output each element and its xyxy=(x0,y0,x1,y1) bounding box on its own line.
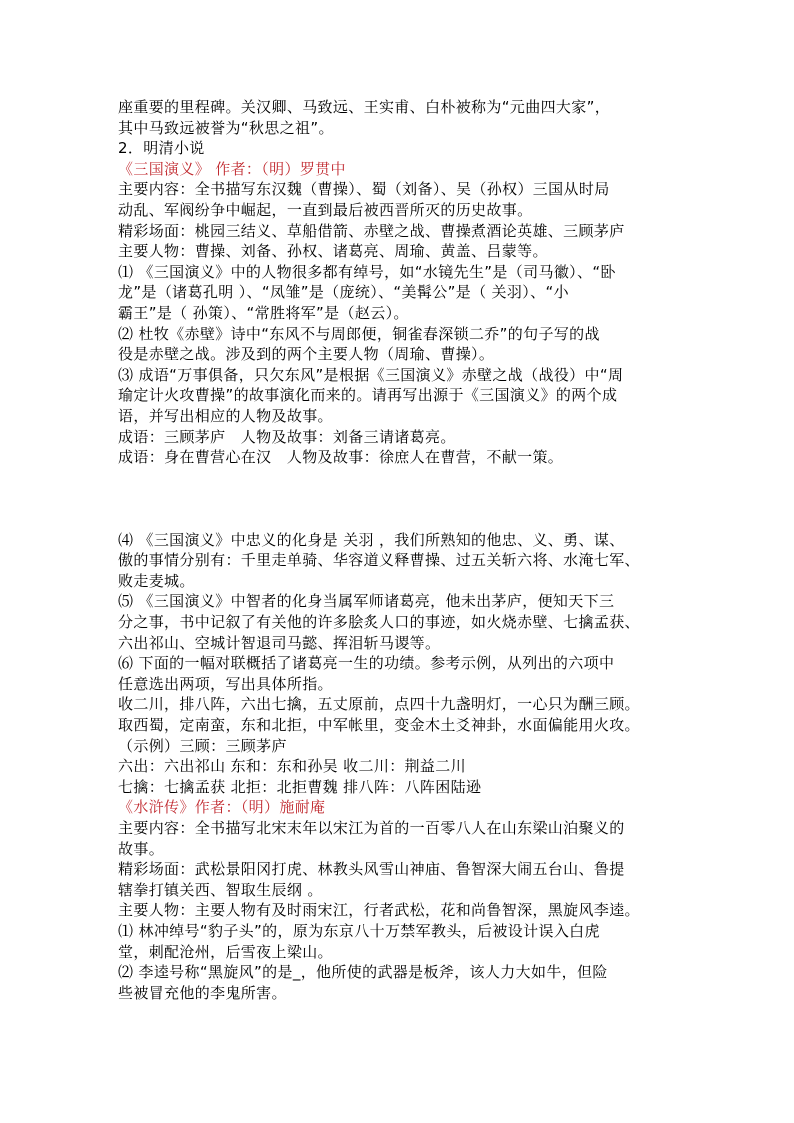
text-line: 故事。 xyxy=(118,839,165,858)
text-line: 六出：六出祁山 东和：东和孙吴 收二川：荆益二川 xyxy=(118,757,466,776)
text-line: 堂，刺配沧州，后雪夜上梁山。 xyxy=(118,942,333,961)
text-line: ⑸ 《三国演义》中智者的化身当属军师诸葛亮，他未出茅庐，便知天下三 xyxy=(118,592,615,611)
text-line: 座重要的里程碑。关汉卿、马致远、王实甫、白朴被称为“元曲四大家”， xyxy=(118,98,611,116)
text-line: 主要内容：全书描写东汉魏（曹操）、蜀（刘备）、吴（孙权）三国从时局 xyxy=(118,180,610,199)
text-line: （示例）三顾：三顾茅庐 xyxy=(118,736,287,755)
text-line: ⑷ 《三国演义》中忠义的化身是 关羽 ，我们所熟知的他忠、义、勇、谋、 xyxy=(118,530,625,549)
text-line: 主要内容：全书描写北宋末年以宋江为首的一百零八人在山东梁山泊聚义的 xyxy=(118,819,625,837)
text-line: 些被冒充他的李鬼所害。 xyxy=(118,983,287,1002)
text-line: 2．明清小说 xyxy=(118,139,205,158)
text-line: 成语：身在曹营心在汉 人物及故事：徐庶人在曹营，不献一策。 xyxy=(118,448,564,467)
text-line: 败走麦城。 xyxy=(118,571,195,590)
text-block-1 xyxy=(118,97,688,468)
text-line: 收二川，排八阵，六出七擒，五丈原前，点四十九盏明灯，一心只为酬三顾。 xyxy=(118,695,640,714)
text-line: 分之事，书中记叙了有关他的许多脍炙人口的事迹，如火烧赤壁、七擒孟获、 xyxy=(118,613,640,632)
text-line: 龙”是（诸葛孔明 ）、“凤雏”是（庞统）、“美髯公”是（ 关羽）、“小 xyxy=(118,283,569,302)
text-line: 傲的事情分别有：千里走单骑、华容道义释曹操、过五关斩六将、水淹七军、 xyxy=(118,551,640,570)
text-line: 动乱、军阀纷争中崛起，一直到最后被西晋所灭的历史故事。 xyxy=(118,200,533,219)
text-line: ⑵ 李逵号称“黑旋风”的是_，他所使的武器是板斧，该人力大如牛，但险 xyxy=(118,963,608,982)
text-line: 任意选出两项，写出具体所指。 xyxy=(118,674,333,693)
text-line: 辖拳打镇关西、智取生辰纲 。 xyxy=(118,880,323,899)
text-line: 役是赤壁之战。涉及到的两个主要人物（周瑜、曹操）。 xyxy=(118,345,495,364)
text-line: 成语：三顾茅庐 人物及故事：刘备三请诸葛亮。 xyxy=(118,427,456,446)
text-line: ⑶ 成语“万事俱备，只欠东风”是根据《三国演义》赤壁之战（战役）中“周 xyxy=(118,365,624,384)
text-line: ⑴ 林冲绰号“豹子头”的，原为东京八十万禁军教头，后被设计误入白虎 xyxy=(118,921,600,940)
text-line: ⑹ 下面的一幅对联概括了诸葛亮一生的功绩。参考示例，从列出的六项中 xyxy=(118,654,615,673)
document-page xyxy=(118,97,688,1003)
text-line: 其中马致远被誉为“秋思之祖”。 xyxy=(118,118,334,137)
text-line: ⑵ 杜牧《赤壁》诗中“东风不与周郎便，铜雀春深锁二乔”的句子写的战 xyxy=(118,324,600,343)
text-line: 精彩场面：桃园三结义、草船借箭、赤壁之战、曹操煮酒论英雄、三顾茅庐 xyxy=(118,221,625,240)
book-heading-line: 《三国演义》 作者：（明）罗贯中 xyxy=(118,159,346,178)
text-line: 六出祁山、空城计智退司马懿、挥泪斩马谡等。 xyxy=(118,633,441,652)
blank-gap xyxy=(118,468,688,530)
book-heading-line: 《水浒传》作者：（明）施耐庵 xyxy=(118,798,326,817)
text-line: 取西蜀，定南蛮，东和北拒，中军帐里，变金木土爻神卦，水面偏能用火攻。 xyxy=(118,716,640,735)
text-line: 主要人物：主要人物有及时雨宋江，行者武松，花和尚鲁智深，黑旋风李逵。 xyxy=(118,901,640,920)
text-line: ⑴ 《三国演义》中的人物很多都有绰号，如“水镜先生”是（司马徽）、“卧 xyxy=(118,262,616,281)
text-line: 霸王”是（ 孙策）、“常胜将军”是（赵云）。 xyxy=(118,303,409,322)
text-line: 瑜定计火攻曹操”的故事演化而来的。请再写出源于《三国演义》的两个成 xyxy=(118,386,618,405)
text-line: 语，并写出相应的人物及故事。 xyxy=(118,406,333,425)
text-line: 主要人物：曹操、刘备、孙权、诸葛亮、周瑜、黄盖、吕蒙等。 xyxy=(118,242,548,261)
text-line: 七擒：七擒孟获 北拒：北拒曹魏 排八阵：八阵困陆逊 xyxy=(118,777,482,796)
text-line: 精彩场面：武松景阳冈打虎、林教头风雪山神庙、鲁智深大闹五台山、鲁提 xyxy=(118,860,625,879)
text-block-2 xyxy=(118,530,688,1004)
